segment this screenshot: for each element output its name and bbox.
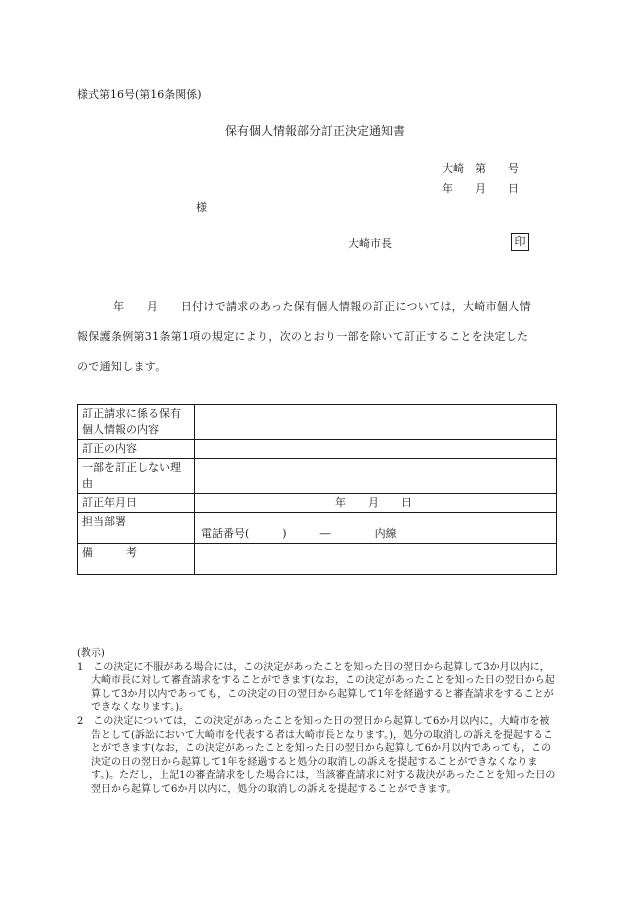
- body-line-3: ので通知します。: [77, 360, 167, 373]
- addressee-honorific: 様: [196, 201, 207, 214]
- body-line-2: 報保護条例第31条第1項の規定により，次のとおり一部を除いて訂正することを決定した: [77, 330, 529, 343]
- instruction-item: 2 この決定については，この決定があったことを知った日の翌日から起算して6か月以内に，大崎市を被告として(訴訟において大崎市を代表する者は大崎市長となります。)，処分の取消しの訴えを提起することができます(なお，この決定があったことを知った日の翌日から起算して6か月以内であっても，この決定の日の翌日から起算して1年を経過すると処分の取消しの訴えを提起することができなくなります。)。ただし，上記1の審査請求をした場合には，当該審査請求に対する裁決があったことを知った日の翌日から起算して6か月以内に，処分の取消しの訴えを提起することができます。: [77, 715, 556, 795]
- sender-name: 大崎市長: [348, 237, 392, 250]
- table-value: [195, 440, 557, 459]
- table-label: 担当部署: [78, 513, 195, 544]
- table-label: 訂正請求に係る保有個人情報の内容: [78, 405, 195, 440]
- table-label: 備 考: [78, 544, 195, 575]
- table-row: [78, 513, 557, 544]
- seal-mark: 印: [511, 233, 529, 251]
- form-number: 様式第16号(第16条関係): [77, 88, 202, 101]
- table-row: [78, 440, 557, 459]
- table-label: 訂正年月日: [78, 494, 195, 513]
- table-value: [195, 459, 557, 494]
- body-line-1: [77, 292, 557, 322]
- table-value: [195, 405, 557, 440]
- instruction-item: 1 この決定に不服がある場合には，この決定があったことを知った日の翌日から起算して3か月以内に，大崎市長に対して審査請求をすることができます(なお，この決定があったことを知った日の翌日から起算して3か月以内であっても，この決定の日の翌日から起算して1年を経過すると審査請求をすることができなくなります。)。: [77, 661, 555, 714]
- table-row: [78, 459, 557, 494]
- table-row: [78, 544, 557, 575]
- notice-body: [77, 292, 557, 382]
- instructions-heading: (教示): [77, 648, 105, 659]
- appeal-instructions: [77, 647, 557, 797]
- table-value: [195, 544, 557, 575]
- table-label: 訂正の内容: [78, 440, 195, 459]
- table-row: [78, 494, 557, 513]
- decision-details-table: [77, 404, 557, 575]
- phone-value: 電話番号( ) ― 内線: [195, 513, 557, 544]
- document-number-line: 大崎 第 号: [442, 162, 519, 175]
- body-line-1-text: 年 月 日付けで請求のあった保有個人情報の訂正については，大崎市個人情: [113, 300, 531, 313]
- table-label: 一部を訂正しない理由: [78, 459, 195, 494]
- document-date-line: 年 月 日: [442, 182, 519, 195]
- correction-date-value: 年 月 日: [195, 494, 557, 513]
- document-title: 保有個人情報部分訂正決定通知書: [225, 124, 406, 138]
- table-row: [78, 405, 557, 440]
